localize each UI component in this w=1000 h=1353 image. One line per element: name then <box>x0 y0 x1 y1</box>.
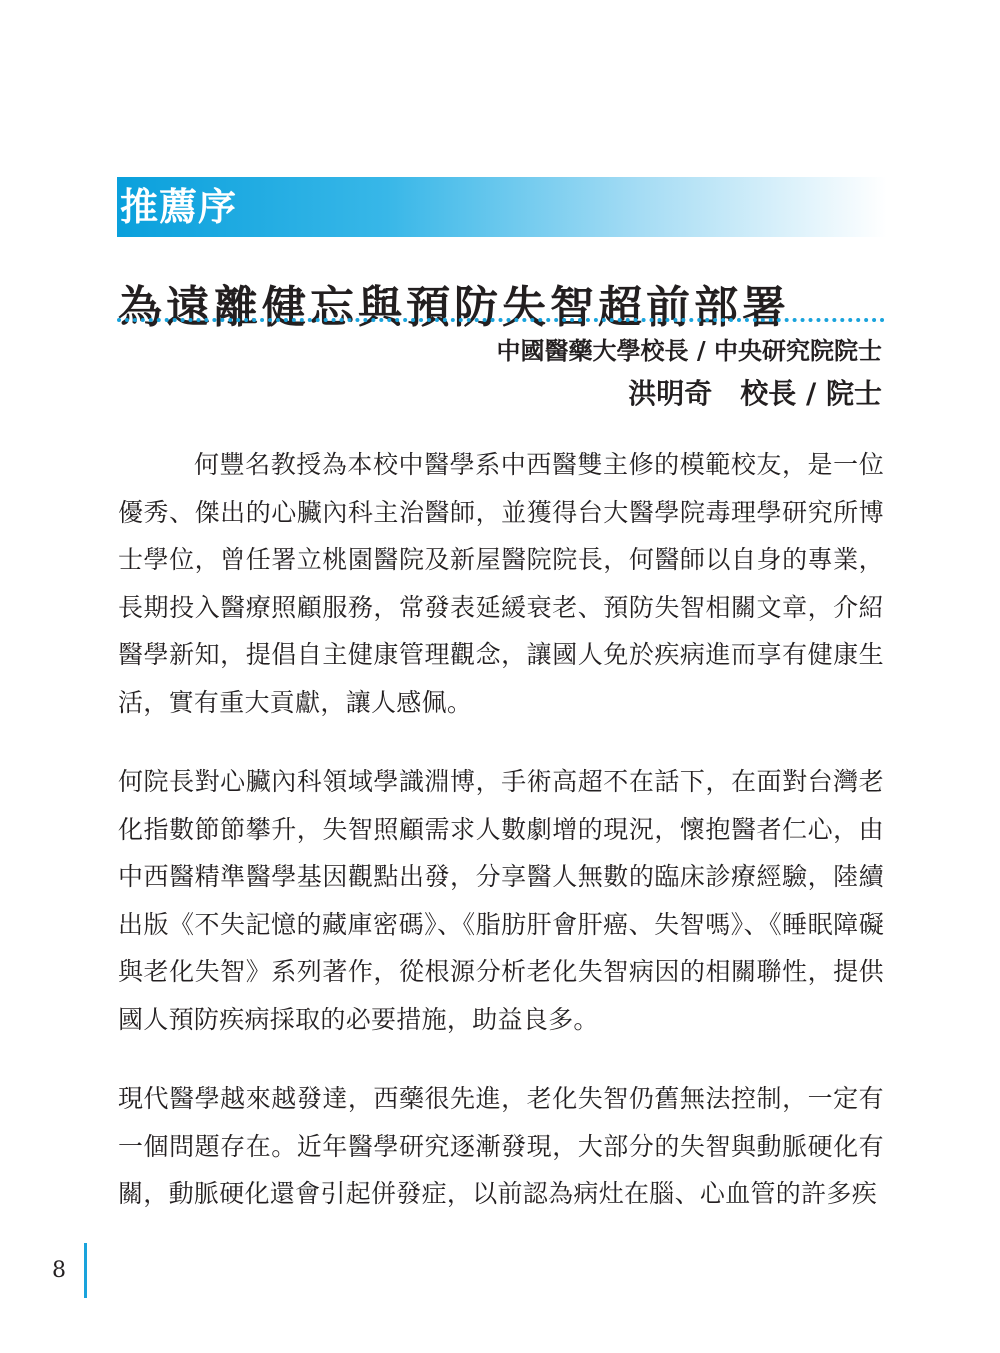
section-label: 推薦序 <box>120 184 238 229</box>
title-divider <box>117 318 885 322</box>
page-title: 為遠離健忘與預防失智超前部署 <box>118 282 790 334</box>
author-affiliation: 中國醫藥大學校長 / 中央研究院院士 <box>496 336 882 365</box>
author-name: 洪明奇 校長 / 院士 <box>628 377 882 410</box>
body-paragraph-2: 何院長對心臟內科領域學識淵博，手術高超不在話下，在面對台灣老化指數節節攀升，失智照顧需求人數劇增的現況，懷抱醫者仁心，由中西醫精準醫學基因觀點出發，分享醫人無數的臨床診療經驗，陸續出版《不失記憶的藏庫密碼》、《脂肪肝會肝癌、失智嗎》、《睡眠障礙與老化失智》系列著作，從根源分析老化失智病因的相關聯性，提供國人預防疾病採取的必要措施，助益良多。 <box>118 767 884 1034</box>
page-number-bar <box>84 1243 87 1298</box>
page-number: 8 <box>52 1258 66 1283</box>
body-paragraph-1: 何豐名教授為本校中醫學系中西醫雙主修的模範校友，是一位優秀、傑出的心臟內科主治醫師，並獲得台大醫學院毒理學研究所博士學位，曾任署立桃園醫院及新屋醫院院長，何醫師以自身的專業，長期投入醫療照顧服務，常發表延緩衰老、預防失智相關文章，介紹醫學新知，提倡自主健康管理觀念，讓國人免於疾病進而享有健康生活，實有重大貢獻，讓人感佩。 <box>118 450 884 717</box>
body-paragraph-3: 現代醫學越來越發達，西藥很先進，老化失智仍舊無法控制，一定有一個問題存在。近年醫學研究逐漸發現，大部分的失智與動脈硬化有關，動脈硬化還會引起併發症，以前認為病灶在腦、心血管的許多疾 <box>118 1084 884 1208</box>
